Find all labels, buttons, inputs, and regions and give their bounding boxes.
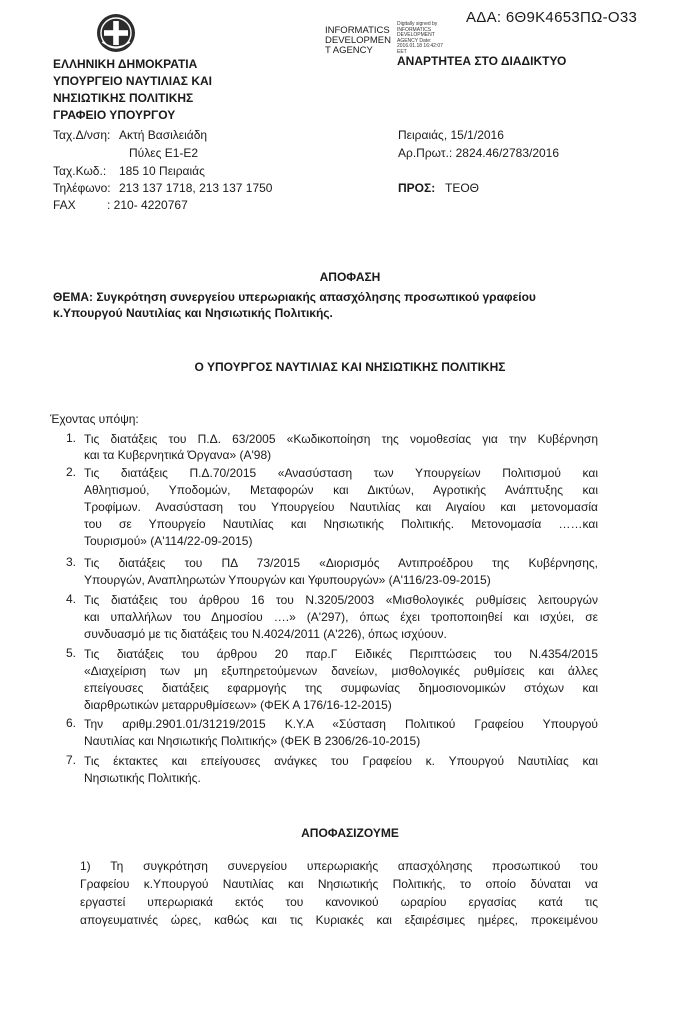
document-date: Πειραιάς, 15/1/2016: [398, 128, 504, 142]
list-item-line: Τις διατάξεις του ΠΔ 73/2015 «Διορισμός Αντιπροέδρου της Κυβέρνησης,: [84, 556, 598, 570]
postcode-label: Ταχ.Κωδ.:: [53, 164, 107, 178]
address-label: Ταχ.Δ/νση:: [53, 128, 111, 142]
digital-signature-details: Digitally signed by INFORMATICS DEVELOPMENT AGENCY Date: 2016.01.18 16:42:07 EET: [397, 21, 443, 55]
header-line-1: ΕΛΛΗΝΙΚΗ ΔΗΜΟΚΡΑΤΙΑ: [53, 57, 198, 71]
list-item-number: 5.: [66, 646, 77, 660]
we-decide-heading: ΑΠΟΦΑΣΙΖΟΥΜΕ: [301, 826, 399, 840]
list-item-line: Τουρισμού» (Α'114/22-09-2015): [84, 534, 253, 548]
list-item-line: διαρθρωτικών μεταρρυθμίσεων» (ΦΕΚ Α 176/16-12-2015): [84, 698, 392, 712]
header-line-3: ΝΗΣΙΩΤΙΚΗΣ ΠΟΛΙΤΙΚΗΣ: [53, 91, 194, 105]
header-line-4: ΓΡΑΦΕΙΟ ΥΠΟΥΡΓΟΥ: [53, 108, 176, 122]
list-item-number: 6.: [66, 716, 77, 730]
fax-value: : 210- 4220767: [107, 198, 188, 212]
list-item-line: συνδυασμό με τις διατάξεις του Ν.4024/2011 (Α'226), όπως ισχύουν.: [84, 627, 447, 641]
decision-title: ΑΠΟΦΑΣΗ: [319, 270, 381, 284]
postcode-value: 185 10 Πειραιάς: [119, 164, 205, 178]
phone-label: Τηλέφωνο:: [53, 181, 111, 195]
fax-label: FAX: [53, 198, 76, 212]
protocol-number: Αρ.Πρωτ.: 2824.46/2783/2016: [398, 146, 560, 160]
header-line-2: ΥΠΟΥΡΓΕΙΟ ΝΑΥΤΙΛΙΑΣ ΚΑΙ: [53, 74, 213, 88]
phone-value: 213 137 1718, 213 137 1750: [119, 181, 273, 195]
list-item-line: Τις διατάξεις του άρθρου 20 παρ.Γ Ειδικές Περιπτώσεις του Ν.4354/2015: [84, 647, 598, 661]
paragraph-line: εργαστεί υπερωριακά εκτός του κανονικού ωραρίου εργασίας κατά τις: [80, 895, 598, 909]
subject-line-1: ΘΕΜΑ: Συγκρότηση συνεργείου υπερωριακής απασχόλησης προσωπικού γραφείου: [53, 290, 536, 304]
recipient-label: ΠΡΟΣ:: [398, 181, 436, 195]
list-item-line: Την αριθμ.2901.01/31219/2015 Κ.Υ.Α «Σύσταση Πολιτικού Γραφείου Υπουργού: [84, 717, 598, 731]
minister-heading: Ο ΥΠΟΥΡΓΟΣ ΝΑΥΤΙΛΙΑΣ ΚΑΙ ΝΗΣΙΩΤΙΚΗΣ ΠΟΛΙΤΙΚΗΣ: [194, 360, 506, 374]
list-item-line: επείγουσες διατάξεις εφαρμογής της συμφωνίας δημοσιονομικών στόχων και: [84, 681, 598, 695]
subject-line-2: κ.Υπουργού Ναυτιλίας και Νησιωτικής Πολιτικής.: [53, 306, 333, 320]
ada-code: ΑΔΑ: 6Θ9Κ4653ΠΩ-Ο33: [466, 9, 638, 26]
list-item-line: Ναυτιλίας και Νησιωτικής Πολιτικής» (ΦΕΚ Β 2306/26-10-2015): [84, 734, 421, 748]
address-value-2: Πύλες Ε1-Ε2: [129, 146, 199, 160]
list-item-line: Τις διατάξεις του άρθρου 16 του Ν.3205/2003 «Μισθολογικές ρυθμίσεις λειτουργών: [84, 593, 598, 607]
list-item-number: 3.: [66, 555, 77, 569]
list-item-line: Τροφίμων. Ανασύσταση του Υπουργείου Ναυτιλίας και Αιγαίου και μετονομασία: [84, 500, 598, 514]
list-item-line: Υπουργών, Αναπληρωτών Υπουργών και Υφυπουργών» (Α'116/23-09-2015): [84, 573, 491, 587]
list-item-number: 2.: [66, 465, 77, 479]
list-item-line: και υπαλλήλων του Δημοσίου ….» (Α'297), όπως έχει τροποποιηθεί και ισχύει, σε: [84, 610, 598, 624]
list-item-line: Τις διατάξεις Π.Δ.70/2015 «Ανασύσταση των Υπουργείων Πολιτισμού και: [84, 466, 598, 480]
paragraph-line: Γραφείου κ.Υπουργού Ναυτιλίας και Νησιωτικής Πολιτικής, το οποίο δύναται να: [80, 877, 598, 891]
paragraph-line: απογευματινές ώρες, καθώς και τις Κυριακές και εξαιρέσιμες ημέρες, προκειμένου: [80, 913, 598, 927]
signature-agency-label: INFORMATICS DEVELOPMEN T AGENCY: [325, 25, 391, 56]
list-item-line: «Διαχείριση των μη εξυπηρετούμενων δανείων, μισθολογικές ρυθμίσεις και άλλες: [84, 664, 598, 678]
list-item-line: Νησιωτικής Πολιτικής.: [84, 771, 201, 785]
considering-label: Έχοντας υπόψη:: [50, 412, 139, 426]
list-item-line: Αθλητισμού, Υποδομών, Μεταφορών και Δικτύων, Αγροτικής Ανάπτυξης και: [84, 483, 598, 497]
publish-online-stamp: ΑΝΑΡΤΗΤΕΑ ΣΤΟ ΔΙΑΔΙΚΤΥΟ: [397, 54, 567, 68]
paragraph-line: 1) Τη συγκρότηση συνεργείου υπερωριακής απασχόλησης προσωπικού του: [80, 859, 598, 873]
hellenic-republic-emblem-icon: [95, 12, 137, 54]
list-item-number: 4.: [66, 592, 77, 606]
list-item-number: 7.: [66, 753, 77, 767]
list-item-line: Τις διατάξεις του Π.Δ. 63/2005 «Κωδικοποίηση της νομοθεσίας για την Κυβέρνηση: [84, 432, 598, 446]
address-value: Ακτή Βασιλειάδη: [119, 128, 208, 142]
list-item-line: και τα Κυβερνητικά Όργανα» (Α'98): [84, 448, 272, 462]
list-item-line: του σε Υπουργείο Ναυτιλίας και Νησιωτικής Πολιτικής. Μετονομασία ……και: [84, 517, 598, 531]
recipient-value: ΤΕΟΘ: [445, 181, 480, 195]
list-item-line: Τις έκτακτες και επείγουσες ανάγκες του Γραφείου κ. Υπουργού Ναυτιλίας και: [84, 754, 598, 768]
list-item-number: 1.: [66, 431, 77, 445]
